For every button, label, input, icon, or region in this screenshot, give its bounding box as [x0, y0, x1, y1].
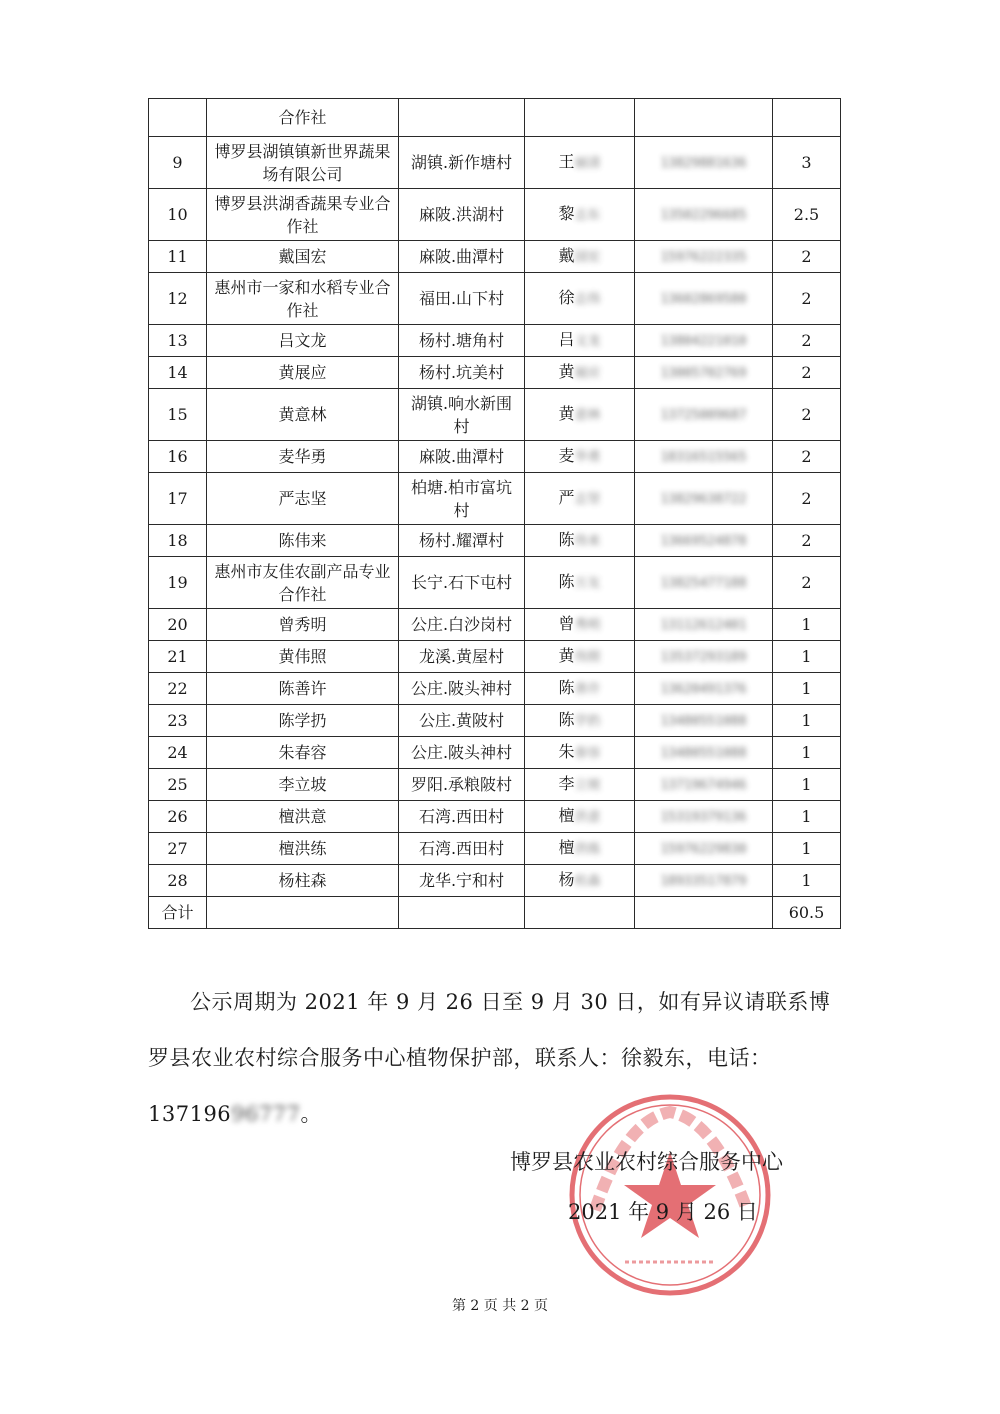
table-row — [149, 189, 841, 241]
row-place: 麻陂.曲潭村 — [399, 441, 525, 473]
contact-redacted: 展应 — [574, 366, 601, 381]
row-place: 杨村.坑美村 — [399, 357, 525, 389]
row-place: 公庄.陂头神村 — [399, 673, 525, 705]
row-name — [207, 897, 399, 929]
row-number: 14 — [149, 357, 207, 389]
row-name: 曾秀明 — [207, 609, 399, 641]
table-row — [149, 673, 841, 705]
row-phone — [635, 801, 773, 833]
row-number: 25 — [149, 769, 207, 801]
table-row — [149, 525, 841, 557]
phone-redacted: 13112612401 — [660, 618, 747, 633]
phone-redacted: 13480551088 — [660, 746, 747, 761]
contact-surname: 王 — [558, 152, 575, 171]
row-contact — [525, 769, 635, 801]
contact-surname: 戴 — [558, 246, 575, 265]
phone-redacted: 13829881636 — [660, 156, 747, 171]
row-number: 15 — [149, 389, 207, 441]
contact-redacted: 志坚 — [574, 492, 601, 507]
table-row — [149, 641, 841, 673]
row-number: 13 — [149, 325, 207, 357]
contact-surname: 陈 — [558, 572, 575, 591]
contact-redacted: 文龙 — [574, 334, 601, 349]
row-place: 湖镇.新作塘村 — [399, 137, 525, 189]
page-number: 第 2 页 共 2 页 — [451, 1298, 549, 1314]
contact-surname: 严 — [558, 488, 575, 507]
contact-redacted: 春容 — [574, 746, 601, 761]
row-phone — [635, 557, 773, 609]
row-area: 2 — [773, 389, 841, 441]
row-area: 2.5 — [773, 189, 841, 241]
table-row — [149, 389, 841, 441]
row-contact — [525, 609, 635, 641]
phone-redacted: 13502296685 — [660, 208, 747, 223]
row-phone — [635, 189, 773, 241]
row-name: 檀洪意 — [207, 801, 399, 833]
row-phone — [635, 357, 773, 389]
row-name: 黄伟照 — [207, 641, 399, 673]
row-number: 9 — [149, 137, 207, 189]
row-phone — [635, 325, 773, 357]
row-contact — [525, 357, 635, 389]
table-row — [149, 325, 841, 357]
signature-organization: 博罗县农业农村综合服务中心 — [510, 1150, 783, 1174]
row-phone — [635, 833, 773, 865]
row-area: 1 — [773, 705, 841, 737]
row-contact — [525, 273, 635, 325]
contact-redacted: 伟照 — [574, 650, 601, 665]
row-place: 石湾.西田村 — [399, 833, 525, 865]
phone-redacted: 15976222335 — [660, 250, 747, 265]
contact-surname: 陈 — [558, 530, 575, 549]
row-area: 1 — [773, 865, 841, 897]
contact-surname: 陈 — [558, 678, 575, 697]
table-row — [149, 241, 841, 273]
contact-surname: 陈 — [558, 710, 575, 729]
row-name: 陈善许 — [207, 673, 399, 705]
row-area: 60.5 — [773, 897, 841, 929]
row-phone — [635, 241, 773, 273]
row-place: 龙溪.黄屋村 — [399, 641, 525, 673]
phone-redacted: 13725009687 — [660, 408, 747, 423]
contact-redacted: 国宏 — [574, 250, 601, 265]
row-name: 严志坚 — [207, 473, 399, 525]
contact-surname: 杨 — [558, 870, 575, 889]
row-contact — [525, 441, 635, 473]
row-phone — [635, 897, 773, 929]
table-row — [149, 801, 841, 833]
phone-redacted: 13669524878 — [660, 534, 747, 549]
row-area: 2 — [773, 325, 841, 357]
row-phone — [635, 673, 773, 705]
row-name: 杨柱森 — [207, 865, 399, 897]
row-number: 10 — [149, 189, 207, 241]
contact-surname: 吕 — [558, 330, 575, 349]
row-area: 2 — [773, 557, 841, 609]
phone-redacted: 13620491376 — [660, 682, 747, 697]
row-number: 26 — [149, 801, 207, 833]
row-area: 1 — [773, 801, 841, 833]
row-contact — [525, 865, 635, 897]
table-row — [149, 441, 841, 473]
row-phone — [635, 525, 773, 557]
contact-redacted: 洪练 — [574, 842, 601, 857]
phone-redacted: 15976229830 — [660, 842, 747, 857]
row-phone — [635, 705, 773, 737]
phone-redacted: 15319379136 — [660, 810, 747, 825]
phone-redacted: 13480551088 — [660, 714, 747, 729]
contact-surname: 黎 — [558, 204, 575, 223]
table-body — [149, 99, 841, 929]
notice-phone-end: 。 — [300, 1102, 322, 1126]
contact-redacted: 学扔 — [574, 714, 601, 729]
row-place: 公庄.黄陂村 — [399, 705, 525, 737]
notice-text: 公示周期为 2021 年 9 月 26 日至 9 月 30 日，如有异议请联系博罗县农业农村综合服务中心植物保护部，联系人：徐毅东，电话： — [148, 990, 831, 1070]
contact-surname: 李 — [558, 774, 575, 793]
phone-redacted: 13602869580 — [660, 292, 747, 307]
contact-surname: 曾 — [558, 614, 575, 633]
table-row — [149, 833, 841, 865]
row-contact — [525, 833, 635, 865]
row-name: 麦华勇 — [207, 441, 399, 473]
row-name: 戴国宏 — [207, 241, 399, 273]
contact-surname: 黄 — [558, 646, 575, 665]
row-contact — [525, 137, 635, 189]
row-place: 公庄.白沙岗村 — [399, 609, 525, 641]
row-phone — [635, 641, 773, 673]
row-contact — [525, 737, 635, 769]
table-row — [149, 737, 841, 769]
phone-redacted: 13829638722 — [660, 492, 747, 507]
row-phone — [635, 769, 773, 801]
row-name: 吕文龙 — [207, 325, 399, 357]
phone-redacted: 18316515565 — [660, 450, 747, 465]
row-contact — [525, 641, 635, 673]
row-place: 麻陂.洪湖村 — [399, 189, 525, 241]
official-seal-icon — [565, 1090, 775, 1300]
contact-redacted: 意林 — [574, 408, 601, 423]
contact-redacted: 丽清 — [574, 156, 601, 171]
row-name: 惠州市一家和水稻专业合作社 — [207, 273, 399, 325]
row-place: 罗阳.承粮陂村 — [399, 769, 525, 801]
row-number: 12 — [149, 273, 207, 325]
row-contact — [525, 99, 635, 137]
row-area: 2 — [773, 441, 841, 473]
row-area — [773, 99, 841, 137]
row-name: 博罗县洪湖香蔬果专业合作社 — [207, 189, 399, 241]
phone-redacted: 13825477188 — [660, 576, 747, 591]
row-area: 1 — [773, 641, 841, 673]
row-area: 1 — [773, 673, 841, 705]
row-number: 23 — [149, 705, 207, 737]
row-place: 龙华.宁和村 — [399, 865, 525, 897]
contact-redacted: 志东 — [574, 208, 601, 223]
row-name: 李立坡 — [207, 769, 399, 801]
row-phone — [635, 441, 773, 473]
row-name: 合作社 — [207, 99, 399, 137]
row-place: 长宁.石下屯村 — [399, 557, 525, 609]
table-row — [149, 557, 841, 609]
row-contact — [525, 189, 635, 241]
contact-surname: 朱 — [558, 742, 575, 761]
table-row — [149, 897, 841, 929]
row-number: 20 — [149, 609, 207, 641]
contact-redacted: 华勇 — [574, 450, 601, 465]
phone-redacted: 13005702769 — [660, 366, 747, 381]
row-place — [399, 897, 525, 929]
notice-phone-visible: 137196 — [148, 1102, 232, 1126]
row-contact — [525, 389, 635, 441]
row-place: 石湾.西田村 — [399, 801, 525, 833]
row-area: 2 — [773, 473, 841, 525]
table-row — [149, 473, 841, 525]
phone-redacted: 13537293189 — [660, 650, 747, 665]
row-contact — [525, 673, 635, 705]
row-phone — [635, 273, 773, 325]
phone-redacted: 13719674946 — [660, 778, 747, 793]
row-place: 福田.山下村 — [399, 273, 525, 325]
row-number: 27 — [149, 833, 207, 865]
notice-phone-hidden: 96777 — [231, 1102, 301, 1126]
row-name: 朱春容 — [207, 737, 399, 769]
contact-surname: 徐 — [558, 288, 575, 307]
phone-redacted: 18933517879 — [660, 874, 747, 889]
row-contact — [525, 705, 635, 737]
contact-surname: 麦 — [558, 446, 575, 465]
row-area: 2 — [773, 241, 841, 273]
row-area: 1 — [773, 737, 841, 769]
row-number: 22 — [149, 673, 207, 705]
row-phone — [635, 609, 773, 641]
row-area: 1 — [773, 769, 841, 801]
contact-surname: 檀 — [558, 838, 575, 857]
row-place: 杨村.耀潭村 — [399, 525, 525, 557]
row-number: 合计 — [149, 897, 207, 929]
row-place: 柏塘.柏市富坑村 — [399, 473, 525, 525]
row-contact — [525, 325, 635, 357]
row-name: 檀洪练 — [207, 833, 399, 865]
table-row — [149, 865, 841, 897]
row-area: 2 — [773, 273, 841, 325]
contact-redacted: 柱森 — [574, 874, 601, 889]
row-area: 2 — [773, 525, 841, 557]
contact-surname: 黄 — [558, 362, 575, 381]
row-place: 麻陂.曲潭村 — [399, 241, 525, 273]
row-area: 2 — [773, 357, 841, 389]
table-row — [149, 769, 841, 801]
row-contact — [525, 241, 635, 273]
row-number — [149, 99, 207, 137]
row-number: 16 — [149, 441, 207, 473]
row-contact — [525, 557, 635, 609]
contact-redacted: 立坡 — [574, 778, 601, 793]
registration-table — [148, 98, 841, 929]
row-area: 1 — [773, 609, 841, 641]
contact-redacted: 善许 — [574, 682, 601, 697]
row-name: 陈学扔 — [207, 705, 399, 737]
row-place — [399, 99, 525, 137]
row-number: 17 — [149, 473, 207, 525]
row-name: 黄意林 — [207, 389, 399, 441]
row-number: 11 — [149, 241, 207, 273]
row-phone — [635, 865, 773, 897]
row-number: 24 — [149, 737, 207, 769]
row-number: 19 — [149, 557, 207, 609]
row-area: 3 — [773, 137, 841, 189]
row-phone — [635, 737, 773, 769]
table-row — [149, 609, 841, 641]
table-row — [149, 705, 841, 737]
row-contact — [525, 525, 635, 557]
row-number: 18 — [149, 525, 207, 557]
contact-redacted: 秀明 — [574, 618, 601, 633]
row-place: 湖镇.响水新围村 — [399, 389, 525, 441]
table-row — [149, 273, 841, 325]
row-place: 杨村.塘角村 — [399, 325, 525, 357]
signature-date: 2021 年 9 月 26 日 — [568, 1200, 758, 1224]
table-row — [149, 357, 841, 389]
row-number: 21 — [149, 641, 207, 673]
row-contact — [525, 897, 635, 929]
row-area: 1 — [773, 833, 841, 865]
row-name: 陈伟来 — [207, 525, 399, 557]
contact-redacted: 万友 — [574, 576, 601, 591]
contact-redacted: 洪意 — [574, 810, 601, 825]
row-contact — [525, 473, 635, 525]
phone-redacted: 13804221010 — [660, 334, 747, 349]
table-row — [149, 99, 841, 137]
row-phone — [635, 473, 773, 525]
row-number: 28 — [149, 865, 207, 897]
row-place: 公庄.陂头神村 — [399, 737, 525, 769]
contact-redacted: 志伟 — [574, 292, 601, 307]
row-phone — [635, 99, 773, 137]
table-row — [149, 137, 841, 189]
contact-surname: 黄 — [558, 404, 575, 423]
row-name: 博罗县湖镇镇新世界蔬果场有限公司 — [207, 137, 399, 189]
row-phone — [635, 137, 773, 189]
row-name: 惠州市友佳农副产品专业合作社 — [207, 557, 399, 609]
contact-surname: 檀 — [558, 806, 575, 825]
contact-redacted: 伟来 — [574, 534, 601, 549]
row-name: 黄展应 — [207, 357, 399, 389]
row-phone — [635, 389, 773, 441]
row-contact — [525, 801, 635, 833]
